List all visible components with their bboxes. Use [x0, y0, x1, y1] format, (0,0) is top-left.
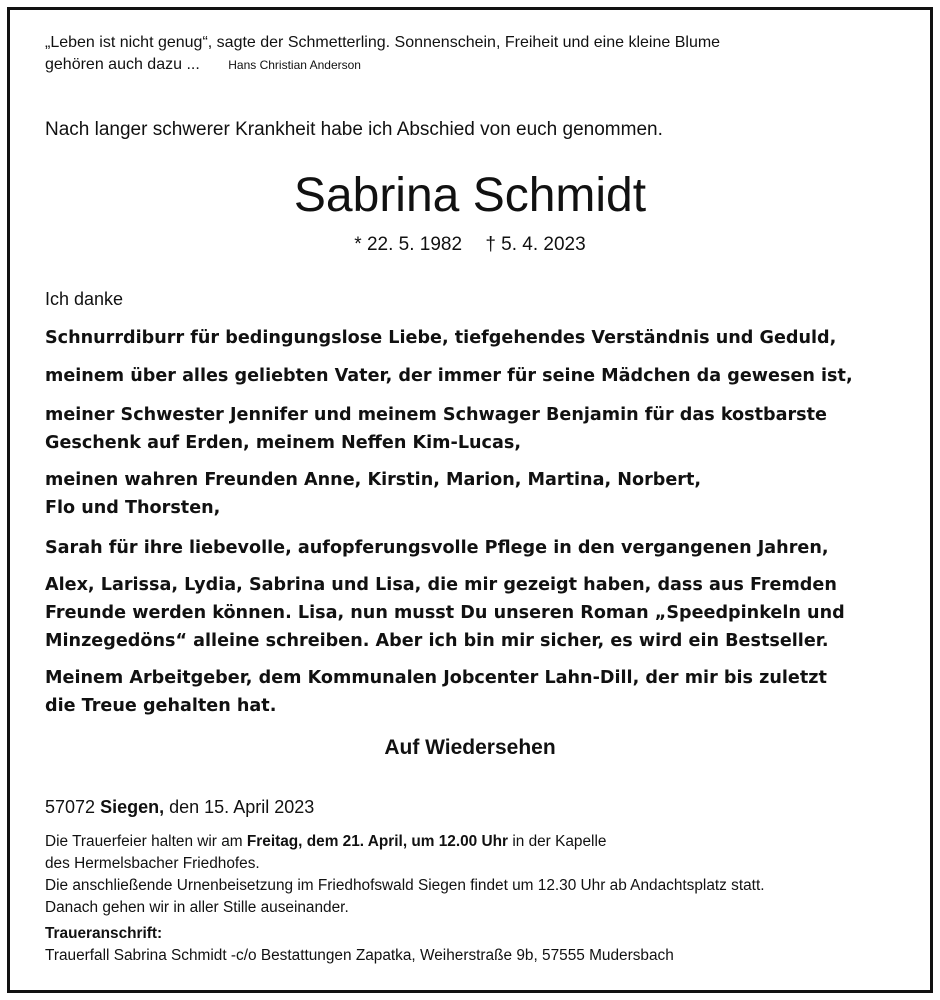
quote-line-1: „Leben ist nicht genug“, sagte der Schmetterling. Sonnenschein, Freiheit und eine kleine Blume	[45, 34, 721, 51]
thanks-line: meinen wahren Freunden Anne, Kirstin, Marion, Martina, Norbert,	[45, 470, 702, 490]
thanks-paragraph	[45, 324, 836, 352]
farewell-heading: Auf Wiedersehen	[384, 736, 556, 759]
thanks-line: Minzegedöns“ alleine schreiben. Aber ich bin mir sicher, es wird ein Bestseller.	[45, 631, 829, 651]
funeral-line-2: des Hermelsbacher Friedhofes.	[45, 855, 260, 872]
thanks-line: die Treue gehalten hat.	[45, 696, 277, 716]
funeral-line-3: Die anschließende Urnenbeisetzung im Friedhofswald Siegen findet um 12.30 Uhr ab Andachtsplatz statt.	[45, 877, 765, 894]
place-date-text: den 15. April 2023	[169, 797, 315, 817]
address-label: Traueranschrift:	[45, 925, 163, 942]
death-date: † 5. 4. 2023	[485, 234, 586, 255]
funeral-pre: Die Trauerfeier halten wir am	[45, 833, 243, 850]
place-zip: 57072	[45, 797, 96, 817]
quote-author: Hans Christian Anderson	[228, 58, 361, 72]
funeral-line-4: Danach gehen wir in aller Stille auseinander.	[45, 899, 349, 916]
intro-text: Nach langer schwerer Krankheit habe ich Abschied von euch genommen.	[45, 119, 663, 140]
thanks-paragraph	[45, 362, 853, 390]
place-date	[45, 797, 314, 818]
thanks-intro: Ich danke	[45, 289, 124, 309]
thanks-line: Freunde werden können. Lisa, nun musst Du unseren Roman „Speedpinkeln und	[45, 603, 845, 623]
funeral-post: in der Kapelle	[512, 833, 607, 850]
funeral-info	[45, 831, 765, 919]
life-dates	[0, 234, 940, 256]
mourning-address	[45, 923, 674, 967]
place-city: Siegen,	[100, 797, 165, 817]
thanks-paragraph	[45, 571, 845, 655]
deceased-name: Sabrina Schmidt	[293, 169, 647, 222]
thanks-line: Meinem Arbeitgeber, dem Kommunalen Jobcenter Lahn-Dill, der mir bis zuletzt	[45, 668, 827, 688]
funeral-when: Freitag, dem 21. April, um 12.00 Uhr	[246, 833, 509, 850]
quote-line-2-text: gehören auch dazu ...	[45, 56, 200, 73]
thanks-paragraph	[45, 664, 827, 720]
thanks-paragraph	[45, 534, 829, 562]
thanks-line: Alex, Larissa, Lydia, Sabrina und Lisa, die mir gezeigt haben, dass aus Fremden	[45, 575, 837, 595]
quote-line-2	[45, 56, 361, 74]
thanks-line: Schnurrdiburr für bedingungslose Liebe, tiefgehendes Verständnis und Geduld,	[45, 328, 837, 348]
thanks-line: Sarah für ihre liebevolle, aufopferungsvolle Pflege in den vergangenen Jahren,	[45, 538, 829, 558]
thanks-paragraph	[45, 401, 827, 457]
address-text: Trauerfall Sabrina Schmidt -c/o Bestattungen Zapatka, Weiherstraße 9b, 57555 Mudersbach	[45, 947, 674, 964]
thanks-line: Flo und Thorsten,	[45, 498, 221, 518]
thanks-paragraph	[45, 466, 701, 522]
birth-date: * 22. 5. 1982	[354, 234, 463, 255]
funeral-line-1	[45, 831, 765, 853]
thanks-line: meiner Schwester Jennifer und meinem Schwager Benjamin für das kostbarste	[45, 405, 827, 425]
thanks-line: meinem über alles geliebten Vater, der immer für seine Mädchen da gewesen ist,	[45, 366, 853, 386]
thanks-line: Geschenk auf Erden, meinem Neffen Kim-Lucas,	[45, 433, 522, 453]
